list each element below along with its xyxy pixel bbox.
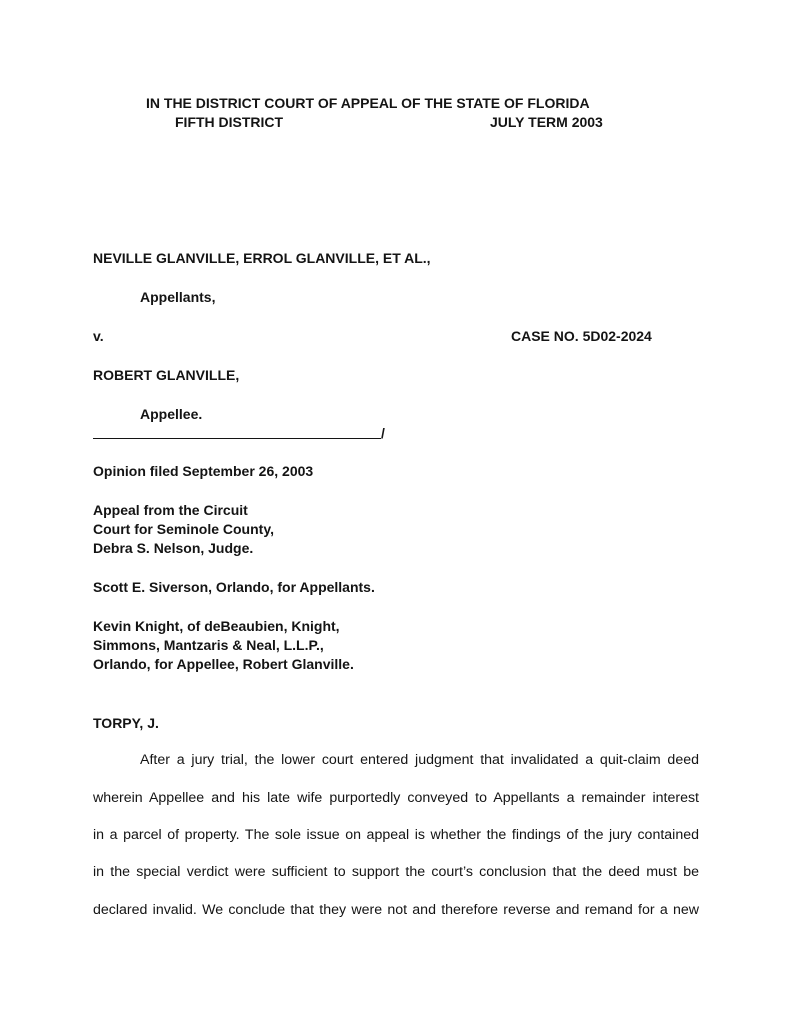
opinion-line-1: After a jury trial, the lower court entered judgment that invalidated a quit-claim deed xyxy=(140,752,699,768)
counsel-appellee-line-2: Simmons, Mantzaris & Neal, L.L.P., xyxy=(93,637,324,653)
appellants-role: Appellants, xyxy=(140,289,216,305)
court-heading: IN THE DISTRICT COURT OF APPEAL OF THE STATE OF FLORIDA xyxy=(146,95,590,111)
opinion-filed-date: Opinion filed September 26, 2003 xyxy=(93,463,314,479)
versus-label: v. xyxy=(93,328,104,344)
case-number: CASE NO. 5D02-2024 xyxy=(511,328,652,344)
counsel-appellee-line-3: Orlando, for Appellee, Robert Glanville. xyxy=(93,656,354,672)
caption-divider-line xyxy=(93,438,381,439)
opinion-line-4: in the special verdict were sufficient to support the court’s conclusion that the deed must be xyxy=(93,864,699,880)
caption-line-end: / xyxy=(381,425,385,441)
term-label: JULY TERM 2003 xyxy=(490,114,603,130)
opinion-line-5: declared invalid. We conclude that they were not and therefore reverse and remand for a new xyxy=(93,902,699,918)
district-label: FIFTH DISTRICT xyxy=(175,114,284,130)
appellee-role: Appellee. xyxy=(140,406,203,422)
counsel-appellee-line-1: Kevin Knight, of deBeaubien, Knight, xyxy=(93,618,340,634)
opinion-line-2: wherein Appellee and his late wife purportedly conveyed to Appellants a remainder interest xyxy=(93,790,699,806)
appeal-from-line-3: Debra S. Nelson, Judge. xyxy=(93,540,254,556)
opinion-line-3: in a parcel of property. The sole issue on appeal is whether the findings of the jury contained xyxy=(93,827,699,843)
counsel-for-appellants: Scott E. Siverson, Orlando, for Appellants. xyxy=(93,579,375,595)
appeal-from-line-2: Court for Seminole County, xyxy=(93,521,274,537)
appellants-names: NEVILLE GLANVILLE, ERROL GLANVILLE, ET AL., xyxy=(93,250,431,266)
appeal-from-line-1: Appeal from the Circuit xyxy=(93,502,248,518)
appellee-name: ROBERT GLANVILLE, xyxy=(93,367,240,383)
judge-name: TORPY, J. xyxy=(93,715,159,731)
